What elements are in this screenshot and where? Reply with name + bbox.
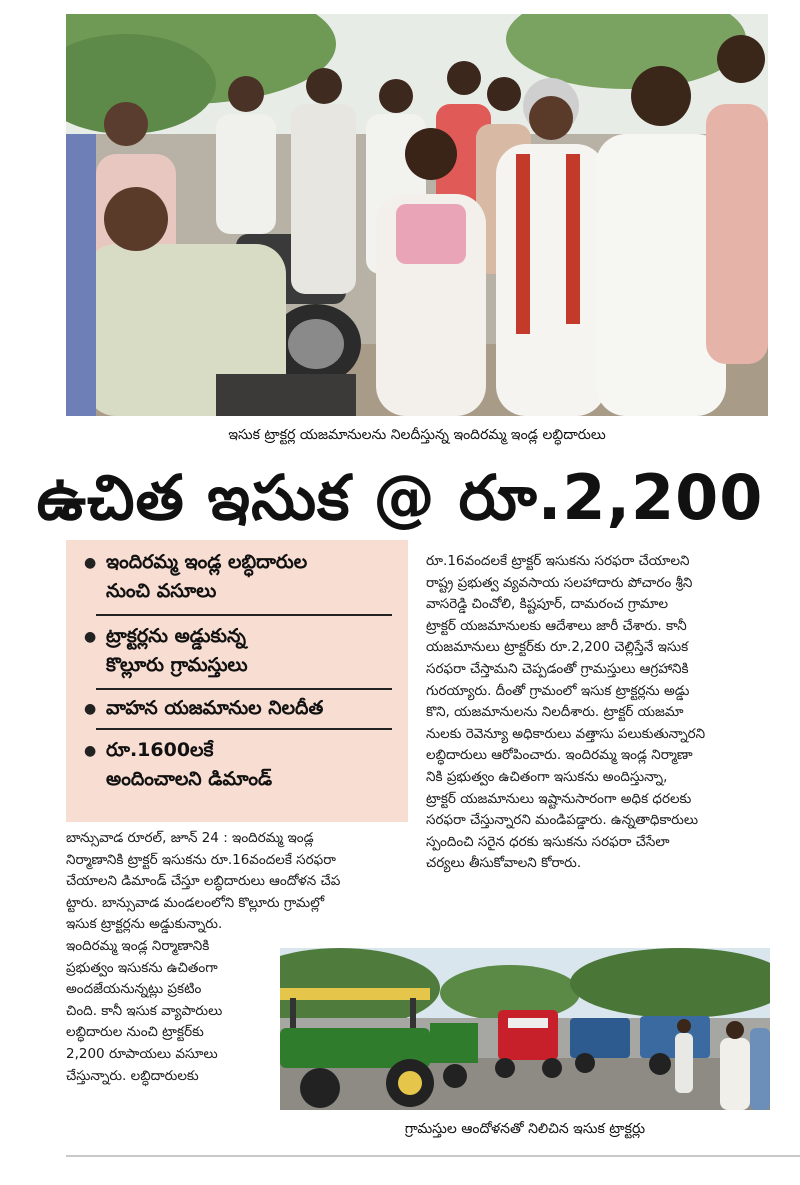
- highlight-line: అందించాలని డిమాండ్: [106, 768, 273, 790]
- article-left-column-top: [66, 828, 416, 936]
- article-left-column-narrow: [66, 936, 272, 1087]
- text-line: స్పందించి సరైన ధరకు ఇసుకను సరఫరా చేసేలా: [426, 833, 670, 850]
- top-photo: [66, 14, 768, 416]
- text-line: వాసరెడ్డి చించోలి, కిష్టపూర్, దామరంచ గ్రామాల: [426, 596, 669, 613]
- text-line: నిర్మాణానికి ట్రాక్టర్ ఇసుకను రూ.16వందలకే సరఫరా: [66, 851, 336, 868]
- text-line: చేయాలని డిమాండ్ చేస్తూ లబ్ధిదారులు ఆందోళన చేప: [66, 873, 341, 890]
- highlight-line: వాహన యజమానుల నిలదీత: [106, 697, 324, 719]
- bottom-photo-caption: గ్రామస్తుల ఆందోళనతో నిలిచిన ఇసుక ట్రాక్టర్లు: [404, 1121, 646, 1137]
- text-line: గురయ్యారు. దీంతో గ్రామంలో ఇసుక ట్రాక్టర్లను అడ్డు: [426, 682, 690, 699]
- text-line: చేస్తున్నారు. లబ్ధిదారులకు: [66, 1067, 199, 1084]
- text-line: ట్రాక్టర్ యజమానులు ఇష్టానుసారంగా అధిక ధరలకు: [426, 790, 692, 807]
- bullet-icon: ●: [84, 555, 97, 571]
- highlight-line: రూ.1600లకే: [106, 739, 214, 761]
- highlight-line: ఇందిరమ్మ ఇండ్ల లబ్ధిదారుల: [106, 551, 308, 573]
- article-right-column: [426, 551, 776, 875]
- text-line: ట్టారు. బాన్సువాడ మండలంలోని కొల్లూరు గ్రామల్లో: [66, 894, 325, 911]
- text-line: 2,200 రూపాయలు వసూలు: [66, 1045, 218, 1062]
- text-line: ట్రాక్టర్ యజమానులకు ఆదేశాలు జారీ చేశారు. కానీ: [426, 617, 687, 634]
- divider: [96, 614, 392, 616]
- tractors-photo-illustration: [280, 948, 770, 1110]
- headline: ఉచిత ఇసుక @ రూ.2,200: [36, 461, 764, 534]
- text-line: రూ.16వందలకే ట్రాక్టర్ ఇసుకను సరఫరా చేయాలని: [426, 553, 690, 569]
- text-line: చర్యలు తీసుకోవాలని కోరారు.: [426, 855, 582, 872]
- text-line: సరఫరా చేస్తామని చెప్పడంతో గ్రామస్తులు ఆగ్రహానికి: [426, 660, 689, 677]
- bullet-icon: ●: [84, 743, 97, 759]
- text-line: సరఫరా చేస్తున్నారని మండిపడ్డారు. ఉన్నతాధికారులు: [426, 812, 699, 829]
- divider: [96, 728, 392, 730]
- bullet-icon: ●: [84, 701, 97, 717]
- text-line: ప్రభుత్వం ఇసుకను ఉచితంగా: [66, 959, 218, 976]
- text-line: చింది. కానీ ఇసుక వ్యాపారులు: [66, 1002, 223, 1019]
- highlights-box: [66, 540, 408, 822]
- highlight-line: ట్రాక్టర్లను అడ్డుకున్న: [106, 625, 246, 647]
- text-line: యజమానులు ట్రాక్టర్‌కు రూ.2,200 చెల్లిస్తేనే ఇసుక: [426, 639, 689, 656]
- text-line: నులకు రెవెన్యూ అధికారులు వత్తాసు పలుకుతున్నారని: [426, 725, 706, 742]
- text-line: ఇసుక ట్రాక్టర్లను అడ్డుకున్నారు.: [66, 916, 223, 933]
- text-line: రాష్ట్ర ప్రభుత్వ వ్యవసాయ సలహాదారు పోచారం శ్రీని: [426, 574, 693, 591]
- highlight-line: కొల్లూరు గ్రామస్తులు: [106, 654, 248, 676]
- text-line: లబ్ధిదారుల నుంచి ట్రాక్టర్‌కు: [66, 1024, 204, 1041]
- text-line: అందజేయనున్నట్లు ప్రకటిం: [66, 981, 202, 998]
- protest-photo-illustration: [66, 14, 768, 416]
- text-line: నికి ప్రభుత్వం ఉచితంగా ఇసుకను అందిస్తున్నా,: [426, 768, 668, 785]
- text-line: బాన్సువాడ రూరల్, జూన్ 24 : ఇందిరమ్మ ఇండ్ల: [66, 830, 314, 846]
- text-line: లబ్ధిదారులు ఆరోపించారు. ఇందిరమ్మ ఇండ్ల నిర్మాణా: [426, 747, 693, 764]
- divider: [96, 688, 392, 690]
- page-divider: [66, 1155, 800, 1157]
- bottom-photo: [280, 948, 770, 1110]
- text-line: కొని, యజమానులను నిలదీశారు. ట్రాక్టర్ యజమా: [426, 704, 684, 721]
- highlight-line: నుంచి వసూలు: [106, 580, 217, 602]
- text-line: ఇందిరమ్మ ఇండ్ల నిర్మాణానికి: [66, 938, 210, 954]
- bullet-icon: ●: [84, 629, 97, 645]
- top-photo-caption: ఇసుక ట్రాక్టర్ల యజమానులను నిలదీస్తున్న ఇందిరమ్మ ఇండ్ల లబ్ధిదారులు: [228, 427, 606, 443]
